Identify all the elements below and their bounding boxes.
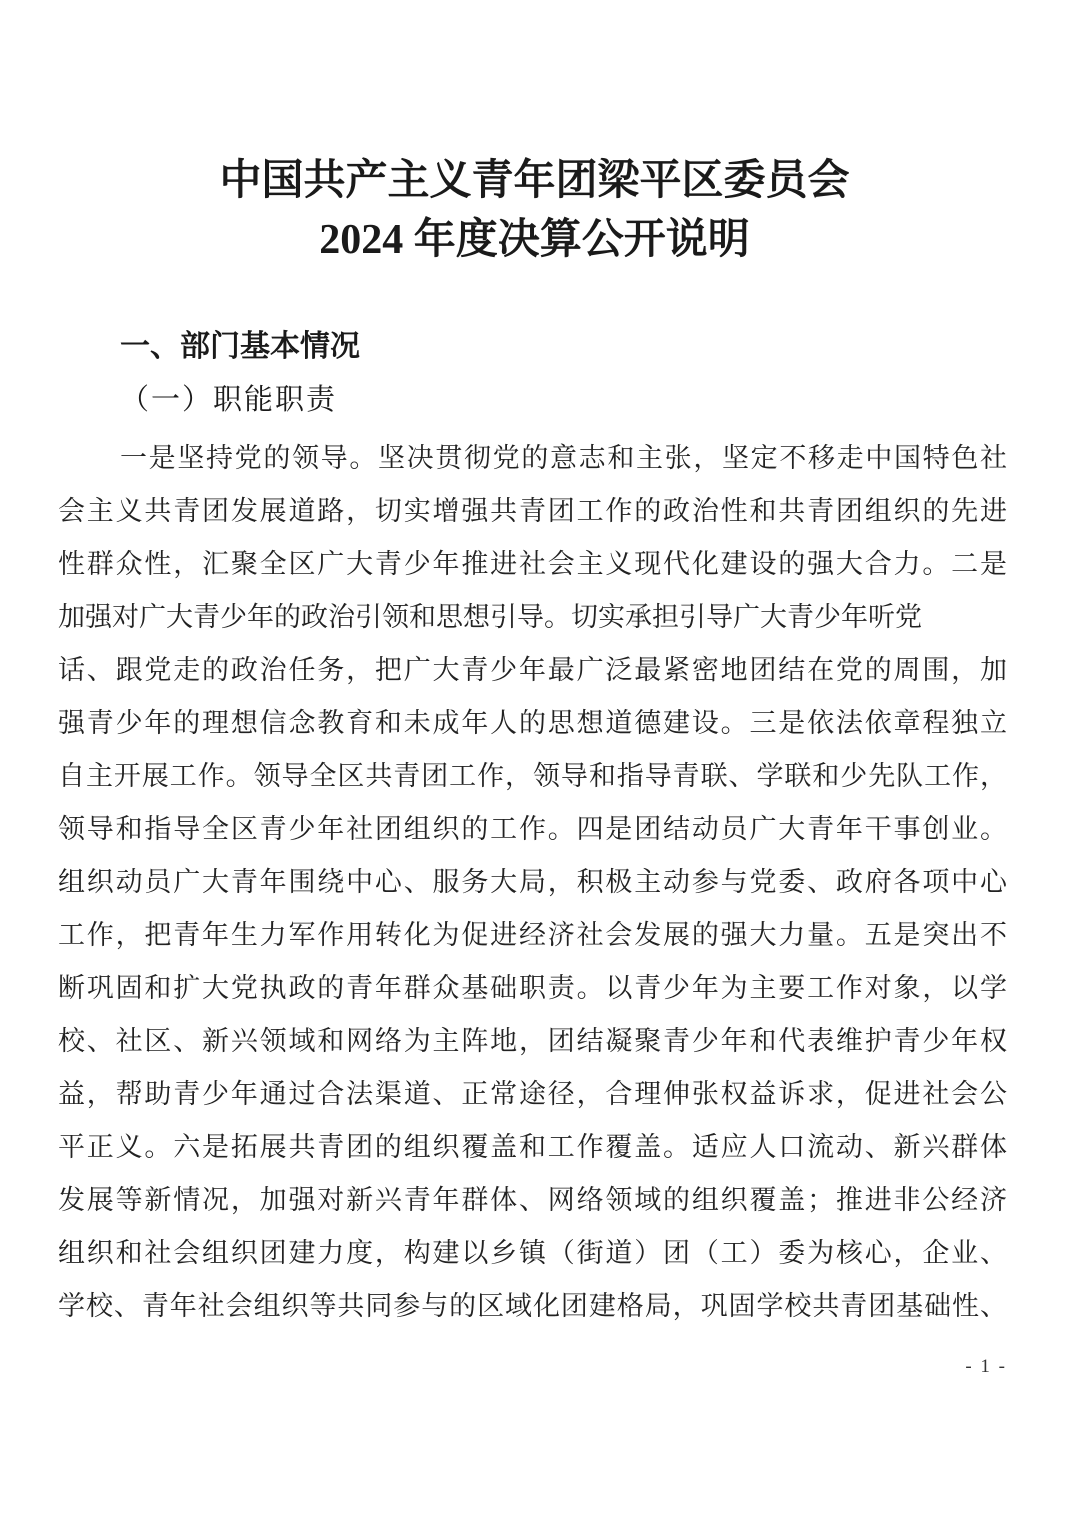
paragraph-line: 强青少年的理想信念教育和未成年人的思想道德建设。三是依法依章程独立 bbox=[58, 708, 1007, 738]
body-paragraph bbox=[58, 432, 1007, 1333]
paragraph-line: 益，帮助青少年通过合法渠道、正常途径，合理伸张权益诉求，促进社会公 bbox=[58, 1079, 1007, 1109]
paragraph-line: 校、社区、新兴领域和网络为主阵地，团结凝聚青少年和代表维护青少年权 bbox=[58, 1026, 1007, 1056]
paragraph-line: 断巩固和扩大党执政的青年群众基础职责。以青少年为主要工作对象，以学 bbox=[58, 973, 1007, 1003]
paragraph-line: 会主义共青团发展道路，切实增强共青团工作的政治性和共青团组织的先进 bbox=[58, 496, 1007, 526]
paragraph-line: 话、跟党走的政治任务，把广大青少年最广泛最紧密地团结在党的周围，加 bbox=[58, 655, 1007, 685]
paragraph-line: 性群众性，汇聚全区广大青少年推进社会主义现代化建设的强大合力。二是 bbox=[58, 549, 1007, 579]
sub-heading: （一）职能职责 bbox=[120, 384, 338, 416]
section-heading: 一、部门基本情况 bbox=[120, 330, 360, 363]
paragraph-line: 发展等新情况，加强对新兴青年群体、网络领域的组织覆盖；推进非公经济 bbox=[58, 1185, 1007, 1215]
paragraph-line: 加强对广大青少年的政治引领和思想引导。切实承担引导广大青少年听党 bbox=[58, 602, 922, 632]
paragraph-line: 组织和社会组织团建力度，构建以乡镇（街道）团（工）委为核心，企业、 bbox=[58, 1238, 1007, 1268]
paragraph-line: 领导和指导全区青少年社团组织的工作。四是团结动员广大青年干事创业。 bbox=[58, 814, 1007, 844]
page-number: - 1 - bbox=[965, 1356, 1007, 1377]
paragraph-line: 学校、青年社会组织等共同参与的区域化团建格局，巩固学校共青团基础性、 bbox=[58, 1291, 1007, 1321]
paragraph-line: 自主开展工作。领导全区共青团工作，领导和指导青联、学联和少先队工作， bbox=[58, 761, 1007, 791]
document-title bbox=[0, 152, 1069, 270]
title-line-1: 中国共产主义青年团梁平区委员会 bbox=[219, 158, 850, 204]
paragraph-line: 组织动员广大青年围绕中心、服务大局，积极主动参与党委、政府各项中心 bbox=[58, 867, 1007, 897]
title-line-2: 2024 年度决算公开说明 bbox=[319, 217, 750, 263]
paragraph-line: 平正义。六是拓展共青团的组织覆盖和工作覆盖。适应人口流动、新兴群体 bbox=[58, 1132, 1007, 1162]
paragraph-line: 工作，把青年生力军作用转化为促进经济社会发展的强大力量。五是突出不 bbox=[58, 920, 1007, 950]
paragraph-line: 一是坚持党的领导。坚决贯彻党的意志和主张，坚定不移走中国特色社 bbox=[120, 443, 1007, 473]
